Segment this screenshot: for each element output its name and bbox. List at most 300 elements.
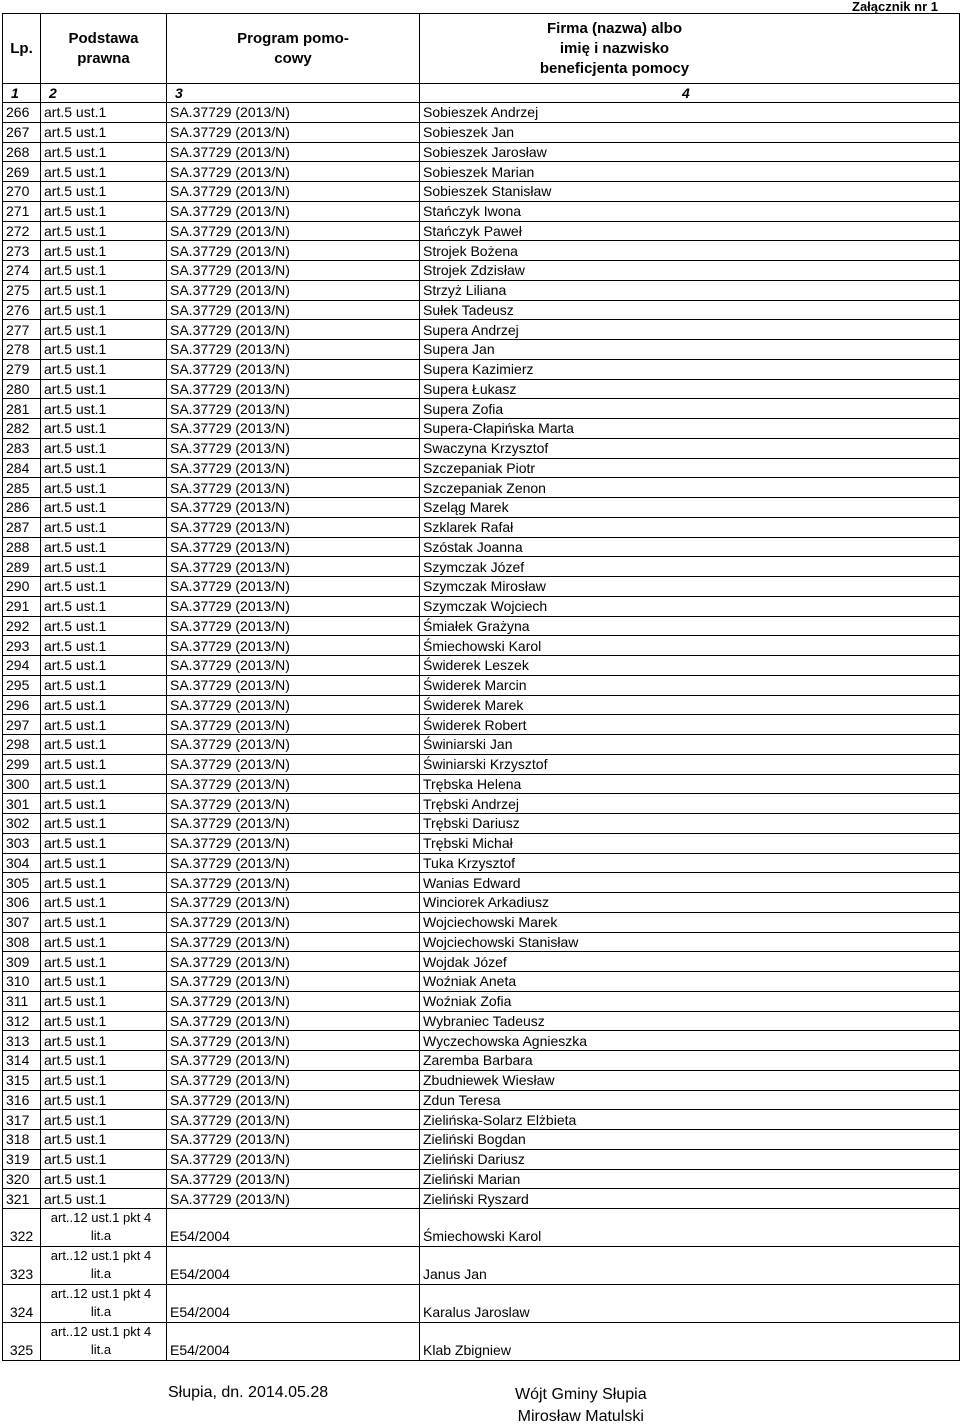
cell-lp: 295 (3, 675, 41, 695)
cell-program: SA.37729 (2013/N) (167, 695, 420, 715)
cell-lp: 318 (3, 1130, 41, 1150)
table-row (3, 280, 960, 300)
table-row (3, 675, 960, 695)
table-row (3, 774, 960, 794)
cell-lp: 315 (3, 1070, 41, 1090)
cell-lp: 308 (3, 932, 41, 952)
cell-basis: art.5 ust.1 (41, 1070, 167, 1090)
cell-name: Zdun Teresa (420, 1090, 960, 1110)
cell-basis: art.5 ust.1 (41, 972, 167, 992)
cell-name: Świderek Marcin (420, 675, 960, 695)
cell-name: Szymczak Mirosław (420, 577, 960, 597)
cell-basis: art.5 ust.1 (41, 873, 167, 893)
table-row (3, 537, 960, 557)
cell-basis: art.5 ust.1 (41, 1051, 167, 1071)
cell-program: SA.37729 (2013/N) (167, 1130, 420, 1150)
cell-basis: art.5 ust.1 (41, 557, 167, 577)
cell-basis: art.5 ust.1 (41, 1189, 167, 1209)
table-row (3, 873, 960, 893)
cell-name: Szóstak Joanna (420, 537, 960, 557)
table-row (3, 893, 960, 913)
cell-lp: 325 (3, 1323, 41, 1361)
cell-name: Sobieszek Stanisław (420, 182, 960, 202)
cell-lp: 320 (3, 1169, 41, 1189)
cell-basis: art.5 ust.1 (41, 616, 167, 636)
cell-lp: 298 (3, 735, 41, 755)
cell-name: Zieliński Ryszard (420, 1189, 960, 1209)
header-lp: Lp. (3, 14, 41, 84)
table-header-row (3, 14, 960, 84)
column-number-3: 3 (167, 84, 420, 103)
cell-program: SA.37729 (2013/N) (167, 221, 420, 241)
cell-lp: 302 (3, 814, 41, 834)
cell-program: SA.37729 (2013/N) (167, 320, 420, 340)
cell-lp: 283 (3, 438, 41, 458)
cell-program: SA.37729 (2013/N) (167, 675, 420, 695)
cell-lp: 284 (3, 458, 41, 478)
table-row (3, 379, 960, 399)
cell-program: SA.37729 (2013/N) (167, 261, 420, 281)
cell-lp: 266 (3, 103, 41, 123)
cell-name: Szklarek Rafał (420, 517, 960, 537)
cell-program: SA.37729 (2013/N) (167, 478, 420, 498)
cell-name: Wojdak Józef (420, 952, 960, 972)
cell-program: SA.37729 (2013/N) (167, 458, 420, 478)
cell-basis: art.5 ust.1 (41, 1110, 167, 1130)
table-row (3, 1285, 960, 1323)
cell-basis: art.5 ust.1 (41, 1130, 167, 1150)
header-basis-line2: prawna (77, 49, 130, 67)
cell-program: SA.37729 (2013/N) (167, 715, 420, 735)
cell-name: Śmiechowski Karol (420, 636, 960, 656)
cell-basis: art.5 ust.1 (41, 577, 167, 597)
table-row (3, 1110, 960, 1130)
cell-lp: 322 (3, 1209, 41, 1247)
cell-basis: art.5 ust.1 (41, 340, 167, 360)
table-row (3, 261, 960, 281)
table-row (3, 122, 960, 142)
cell-name: Trębski Andrzej (420, 794, 960, 814)
table-row (3, 695, 960, 715)
cell-program: SA.37729 (2013/N) (167, 340, 420, 360)
cell-program: SA.37729 (2013/N) (167, 280, 420, 300)
column-number-row (3, 84, 960, 103)
cell-program: SA.37729 (2013/N) (167, 103, 420, 123)
cell-lp: 317 (3, 1110, 41, 1130)
cell-program: SA.37729 (2013/N) (167, 596, 420, 616)
table-row (3, 478, 960, 498)
cell-basis: art.5 ust.1 (41, 656, 167, 676)
cell-lp: 323 (3, 1247, 41, 1285)
cell-basis: art.5 ust.1 (41, 142, 167, 162)
cell-basis-line1: art..12 ust.1 pkt 4 (50, 1210, 152, 1225)
cell-lp: 297 (3, 715, 41, 735)
cell-name: Strojek Bożena (420, 241, 960, 261)
cell-basis: art.5 ust.1 (41, 1149, 167, 1169)
cell-lp: 293 (3, 636, 41, 656)
cell-lp: 296 (3, 695, 41, 715)
cell-program: SA.37729 (2013/N) (167, 952, 420, 972)
cell-lp: 278 (3, 340, 41, 360)
cell-lp: 306 (3, 893, 41, 913)
cell-basis: art.5 ust.1 (41, 359, 167, 379)
table-row (3, 221, 960, 241)
cell-lp: 269 (3, 162, 41, 182)
cell-lp: 289 (3, 557, 41, 577)
cell-program: SA.37729 (2013/N) (167, 498, 420, 518)
cell-program: SA.37729 (2013/N) (167, 438, 420, 458)
cell-name: Janus Jan (420, 1247, 960, 1285)
cell-program: SA.37729 (2013/N) (167, 1031, 420, 1051)
table-row (3, 656, 960, 676)
table-row (3, 735, 960, 755)
cell-name: Trębski Dariusz (420, 814, 960, 834)
cell-basis: art.5 ust.1 (41, 399, 167, 419)
table-row (3, 517, 960, 537)
cell-basis: art.5 ust.1 (41, 893, 167, 913)
cell-lp: 285 (3, 478, 41, 498)
cell-program: SA.37729 (2013/N) (167, 774, 420, 794)
cell-program: SA.37729 (2013/N) (167, 1169, 420, 1189)
cell-name: Stańczyk Iwona (420, 201, 960, 221)
table-row (3, 814, 960, 834)
table-row (3, 557, 960, 577)
cell-program: SA.37729 (2013/N) (167, 577, 420, 597)
cell-name: Wojciechowski Marek (420, 912, 960, 932)
cell-basis: art.5 ust.1 (41, 221, 167, 241)
cell-program: E54/2004 (167, 1247, 420, 1285)
cell-name: Świderek Marek (420, 695, 960, 715)
cell-lp: 291 (3, 596, 41, 616)
cell-program: SA.37729 (2013/N) (167, 1051, 420, 1071)
cell-lp: 277 (3, 320, 41, 340)
cell-lp: 311 (3, 991, 41, 1011)
cell-program: SA.37729 (2013/N) (167, 142, 420, 162)
cell-basis: art.5 ust.1 (41, 1011, 167, 1031)
cell-lp: 310 (3, 972, 41, 992)
cell-name: Wojciechowski Stanisław (420, 932, 960, 952)
cell-name: Woźniak Aneta (420, 972, 960, 992)
cell-program: SA.37729 (2013/N) (167, 201, 420, 221)
cell-basis: art.5 ust.1 (41, 774, 167, 794)
cell-name: Wanias Edward (420, 873, 960, 893)
cell-basis: art.5 ust.1 (41, 478, 167, 498)
cell-name: Sobieszek Jan (420, 122, 960, 142)
cell-program: E54/2004 (167, 1285, 420, 1323)
cell-basis: art.5 ust.1 (41, 636, 167, 656)
table-row (3, 458, 960, 478)
cell-lp: 300 (3, 774, 41, 794)
annex-label: Załącznik nr 1 (852, 0, 938, 14)
cell-name: Stańczyk Paweł (420, 221, 960, 241)
cell-program: SA.37729 (2013/N) (167, 122, 420, 142)
cell-program: SA.37729 (2013/N) (167, 1149, 420, 1169)
cell-basis (41, 1247, 167, 1285)
header-firm-line3: beneficjenta pomocy (539, 59, 690, 77)
cell-name: Klab Zbigniew (420, 1323, 960, 1361)
cell-name: Wyczechowska Agnieszka (420, 1031, 960, 1051)
place-date: Słupia, dn. 2014.05.28 (168, 1384, 329, 1401)
cell-basis: art.5 ust.1 (41, 182, 167, 202)
cell-name: Swaczyna Krzysztof (420, 438, 960, 458)
cell-name: Zaremba Barbara (420, 1051, 960, 1071)
cell-lp: 276 (3, 300, 41, 320)
cell-name: Trębska Helena (420, 774, 960, 794)
cell-program: SA.37729 (2013/N) (167, 972, 420, 992)
cell-name: Zbudniewek Wiesław (420, 1070, 960, 1090)
cell-lp: 321 (3, 1189, 41, 1209)
table-row (3, 340, 960, 360)
table-row (3, 1189, 960, 1209)
cell-basis: art.5 ust.1 (41, 122, 167, 142)
cell-basis: art.5 ust.1 (41, 754, 167, 774)
cell-lp: 324 (3, 1285, 41, 1323)
table-row (3, 1090, 960, 1110)
cell-lp: 281 (3, 399, 41, 419)
cell-lp: 271 (3, 201, 41, 221)
cell-lp: 312 (3, 1011, 41, 1031)
signer-title: Wójt Gminy Słupia (515, 1386, 647, 1403)
column-number-4: 4 (420, 84, 960, 103)
cell-name: Sobieszek Marian (420, 162, 960, 182)
cell-basis: art.5 ust.1 (41, 833, 167, 853)
cell-name: Szeląg Marek (420, 498, 960, 518)
cell-lp: 268 (3, 142, 41, 162)
table-row (3, 596, 960, 616)
cell-lp: 270 (3, 182, 41, 202)
cell-basis: art.5 ust.1 (41, 458, 167, 478)
cell-name: Szczepaniak Piotr (420, 458, 960, 478)
cell-basis: art.5 ust.1 (41, 241, 167, 261)
cell-program: SA.37729 (2013/N) (167, 399, 420, 419)
table-row (3, 162, 960, 182)
cell-basis: art.5 ust.1 (41, 695, 167, 715)
cell-program: SA.37729 (2013/N) (167, 735, 420, 755)
table-row (3, 636, 960, 656)
signer-name: Mirosław Matulski (517, 1408, 644, 1425)
cell-name: Świderek Leszek (420, 656, 960, 676)
cell-basis: art.5 ust.1 (41, 675, 167, 695)
cell-name: Wybraniec Tadeusz (420, 1011, 960, 1031)
cell-name: Szymczak Józef (420, 557, 960, 577)
table-row (3, 201, 960, 221)
cell-program: SA.37729 (2013/N) (167, 557, 420, 577)
cell-basis: art.5 ust.1 (41, 201, 167, 221)
cell-lp: 309 (3, 952, 41, 972)
cell-basis (41, 1323, 167, 1361)
header-firm-line2: imię i nazwisko (559, 39, 670, 57)
cell-lp: 305 (3, 873, 41, 893)
header-program (167, 14, 420, 84)
cell-program: SA.37729 (2013/N) (167, 656, 420, 676)
signature-block (515, 1384, 647, 1428)
cell-name: Sobieszek Jarosław (420, 142, 960, 162)
cell-lp: 279 (3, 359, 41, 379)
table-row (3, 952, 960, 972)
cell-program: SA.37729 (2013/N) (167, 616, 420, 636)
table-row (3, 833, 960, 853)
cell-basis: art.5 ust.1 (41, 715, 167, 735)
cell-basis: art.5 ust.1 (41, 280, 167, 300)
table-row (3, 300, 960, 320)
table-row (3, 991, 960, 1011)
cell-basis: art.5 ust.1 (41, 853, 167, 873)
table-row (3, 241, 960, 261)
cell-program: SA.37729 (2013/N) (167, 379, 420, 399)
cell-program: SA.37729 (2013/N) (167, 1189, 420, 1209)
cell-basis: art.5 ust.1 (41, 1031, 167, 1051)
cell-basis: art.5 ust.1 (41, 300, 167, 320)
cell-program: SA.37729 (2013/N) (167, 1070, 420, 1090)
cell-basis: art.5 ust.1 (41, 419, 167, 439)
cell-program: SA.37729 (2013/N) (167, 517, 420, 537)
cell-program: SA.37729 (2013/N) (167, 1110, 420, 1130)
table-row (3, 1031, 960, 1051)
cell-name: Supera Kazimierz (420, 359, 960, 379)
cell-basis: art.5 ust.1 (41, 162, 167, 182)
cell-name: Supera-Cłapińska Marta (420, 419, 960, 439)
cell-program: SA.37729 (2013/N) (167, 359, 420, 379)
cell-basis-line1: art..12 ust.1 pkt 4 (50, 1248, 152, 1263)
table-row (3, 1070, 960, 1090)
cell-program: SA.37729 (2013/N) (167, 182, 420, 202)
table-row (3, 912, 960, 932)
table-row (3, 1051, 960, 1071)
cell-name: Świniarski Jan (420, 735, 960, 755)
table-row (3, 1169, 960, 1189)
cell-name: Świderek Robert (420, 715, 960, 735)
cell-program: SA.37729 (2013/N) (167, 853, 420, 873)
cell-name: Winciorek Arkadiusz (420, 893, 960, 913)
cell-lp: 301 (3, 794, 41, 814)
cell-program: SA.37729 (2013/N) (167, 636, 420, 656)
cell-lp: 286 (3, 498, 41, 518)
cell-program: SA.37729 (2013/N) (167, 794, 420, 814)
cell-basis: art.5 ust.1 (41, 596, 167, 616)
cell-basis (41, 1285, 167, 1323)
table-row (3, 616, 960, 636)
cell-name: Zieliński Bogdan (420, 1130, 960, 1150)
cell-lp: 290 (3, 577, 41, 597)
table-row (3, 972, 960, 992)
table-row (3, 1247, 960, 1285)
cell-program: SA.37729 (2013/N) (167, 300, 420, 320)
cell-lp: 294 (3, 656, 41, 676)
header-firm-line1: Firma (nazwa) albo (546, 19, 683, 37)
cell-program: SA.37729 (2013/N) (167, 814, 420, 834)
cell-basis-line2: lit.a (90, 1228, 112, 1243)
table-row (3, 1149, 960, 1169)
cell-program: SA.37729 (2013/N) (167, 991, 420, 1011)
table-row (3, 577, 960, 597)
table-row (3, 794, 960, 814)
cell-name: Strzyż Liliana (420, 280, 960, 300)
table-row (3, 853, 960, 873)
cell-name: Sułek Tadeusz (420, 300, 960, 320)
cell-lp: 273 (3, 241, 41, 261)
table-row (3, 142, 960, 162)
cell-program: SA.37729 (2013/N) (167, 241, 420, 261)
table-row (3, 182, 960, 202)
cell-name: Śmiechowski Karol (420, 1209, 960, 1247)
cell-lp: 319 (3, 1149, 41, 1169)
header-firm (420, 14, 960, 84)
cell-lp: 316 (3, 1090, 41, 1110)
table-row (3, 754, 960, 774)
cell-lp: 288 (3, 537, 41, 557)
cell-basis-line2: lit.a (90, 1304, 112, 1319)
table-row (3, 419, 960, 439)
cell-basis-line2: lit.a (90, 1342, 112, 1357)
table-row (3, 1209, 960, 1247)
cell-lp: 272 (3, 221, 41, 241)
cell-lp: 304 (3, 853, 41, 873)
table-row (3, 103, 960, 123)
cell-basis: art.5 ust.1 (41, 952, 167, 972)
cell-program: SA.37729 (2013/N) (167, 893, 420, 913)
cell-lp: 313 (3, 1031, 41, 1051)
cell-program: SA.37729 (2013/N) (167, 1011, 420, 1031)
cell-program: SA.37729 (2013/N) (167, 833, 420, 853)
cell-program: SA.37729 (2013/N) (167, 162, 420, 182)
cell-basis: art.5 ust.1 (41, 1090, 167, 1110)
cell-program: E54/2004 (167, 1323, 420, 1361)
table-row (3, 715, 960, 735)
cell-name: Trębski Michał (420, 833, 960, 853)
cell-program: SA.37729 (2013/N) (167, 932, 420, 952)
cell-name: Woźniak Zofia (420, 991, 960, 1011)
cell-basis: art.5 ust.1 (41, 932, 167, 952)
cell-basis: art.5 ust.1 (41, 320, 167, 340)
table-row (3, 498, 960, 518)
table-row (3, 1011, 960, 1031)
table-row (3, 1323, 960, 1361)
cell-name: Sobieszek Andrzej (420, 103, 960, 123)
cell-name: Tuka Krzysztof (420, 853, 960, 873)
cell-program: E54/2004 (167, 1209, 420, 1247)
cell-name: Szymczak Wojciech (420, 596, 960, 616)
column-number-2: 2 (41, 84, 167, 103)
table-row (3, 1130, 960, 1150)
cell-basis: art.5 ust.1 (41, 438, 167, 458)
cell-lp: 280 (3, 379, 41, 399)
cell-basis: art.5 ust.1 (41, 794, 167, 814)
beneficiary-table (2, 13, 960, 1361)
cell-name: Supera Andrzej (420, 320, 960, 340)
header-program-line2: cowy (274, 49, 312, 67)
cell-lp: 267 (3, 122, 41, 142)
cell-basis-line1: art..12 ust.1 pkt 4 (50, 1324, 152, 1339)
table-row (3, 932, 960, 952)
cell-basis (41, 1209, 167, 1247)
cell-basis: art.5 ust.1 (41, 912, 167, 932)
cell-lp: 307 (3, 912, 41, 932)
cell-lp: 287 (3, 517, 41, 537)
table-row (3, 399, 960, 419)
cell-basis: art.5 ust.1 (41, 735, 167, 755)
cell-lp: 292 (3, 616, 41, 636)
cell-basis: art.5 ust.1 (41, 1169, 167, 1189)
cell-name: Supera Jan (420, 340, 960, 360)
cell-basis: art.5 ust.1 (41, 379, 167, 399)
cell-lp: 314 (3, 1051, 41, 1071)
cell-program: SA.37729 (2013/N) (167, 1090, 420, 1110)
cell-name: Szczepaniak Zenon (420, 478, 960, 498)
cell-name: Zieliński Dariusz (420, 1149, 960, 1169)
cell-basis-line2: lit.a (90, 1266, 112, 1281)
cell-name: Karalus Jaroslaw (420, 1285, 960, 1323)
cell-name: Supera Zofia (420, 399, 960, 419)
